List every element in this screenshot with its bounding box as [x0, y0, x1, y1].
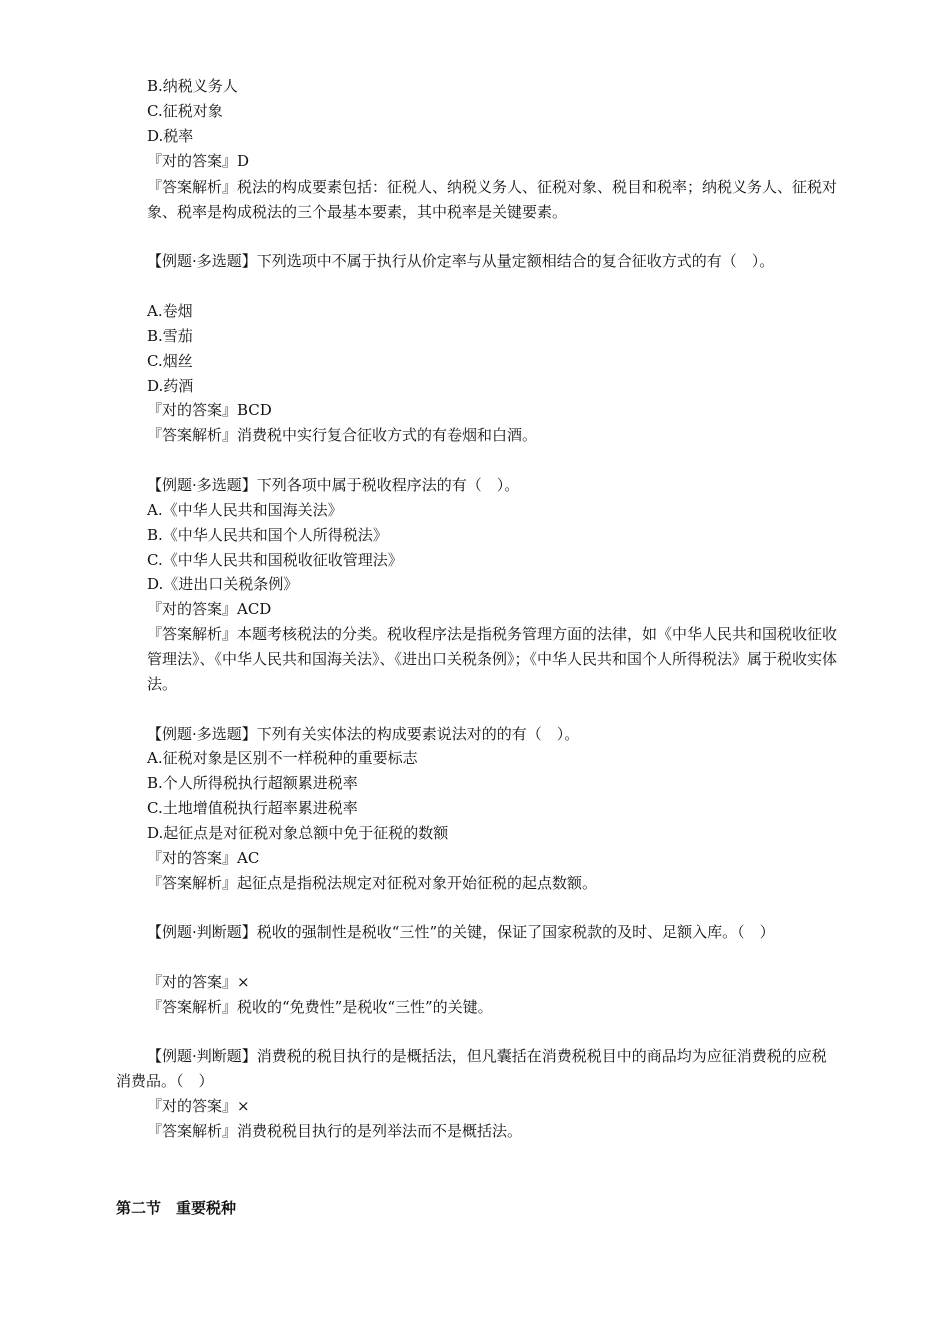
q6-answer: 『对的答案』× — [147, 1097, 250, 1115]
q4-answer: 『对的答案』AC — [147, 849, 260, 867]
q2-option-b: B.雪茄 — [147, 327, 193, 345]
section-title: 第二节 重要税种 — [116, 1199, 237, 1217]
q3-analysis: 『答案解析』本题考核税法的分类。税收程序法是指税务管理方面的法律，如《中华人民共和国税收征收管理法》、《中华人民共和国海关法》、《进出口关税条例》；《中华人民共和国个人所得税法》属于税收实体法。 — [147, 625, 838, 693]
q2-stem: 【例题·多选题】下列选项中不属于执行从价定率与从量定额相结合的复合征收方式的有（ ）。 — [147, 252, 775, 270]
q3-answer: 『对的答案』ACD — [147, 600, 272, 618]
q4-stem: 【例题·多选题】下列有关实体法的构成要素说法对的的有（ ）。 — [147, 725, 580, 743]
q5-answer: 『对的答案』× — [147, 973, 250, 991]
q4-option-b: B.个人所得税执行超额累进税率 — [147, 774, 358, 792]
q3-option-d: D.《进出口关税条例》 — [147, 575, 299, 593]
q5-stem: 【例题·判断题】税收的强制性是税收“三性”的关键，保证了国家税款的及时、足额入库。（ ） — [147, 923, 775, 941]
q4-analysis: 『答案解析』起征点是指税法规定对征税对象开始征税的起点数额。 — [147, 874, 598, 892]
q6-stem: 【例题·判断题】消费税的税目执行的是概括法，但凡囊括在消费税税目中的商品均为应征消费税的应税消费品。（ ） — [116, 1047, 827, 1090]
q3-option-a: A.《中华人民共和国海关法》 — [147, 501, 343, 519]
q2-option-a: A.卷烟 — [147, 302, 193, 320]
q2-analysis: 『答案解析』消费税中实行复合征收方式的有卷烟和白酒。 — [147, 426, 538, 444]
q4-option-d: D.起征点是对征税对象总额中免于征税的数额 — [147, 824, 449, 842]
q4-option-a: A.征税对象是区别不一样税种的重要标志 — [147, 749, 418, 767]
q2-answer: 『对的答案』BCD — [147, 401, 272, 419]
q1-option-b: B.纳税义务人 — [147, 77, 238, 95]
q2-option-d: D.药酒 — [147, 377, 194, 395]
q3-option-b: B.《中华人民共和国个人所得税法》 — [147, 526, 388, 544]
q6-analysis: 『答案解析』消费税税目执行的是列举法而不是概括法。 — [147, 1122, 523, 1140]
q1-answer: 『对的答案』D — [147, 152, 250, 170]
q4-option-c: C.土地增值税执行超率累进税率 — [147, 799, 358, 817]
q3-stem: 【例题·多选题】下列各项中属于税收程序法的有（ ）。 — [147, 476, 520, 494]
q1-option-d: D.税率 — [147, 127, 194, 145]
q2-option-c: C.烟丝 — [147, 352, 193, 370]
q1-analysis: 『答案解析』税法的构成要素包括：征税人、纳税义务人、征税对象、税目和税率；纳税义务人、征税对象、税率是构成税法的三个最基本要素，其中税率是关键要素。 — [147, 178, 838, 221]
q1-option-c: C.征税对象 — [147, 102, 223, 120]
q3-option-c: C.《中华人民共和国税收征收管理法》 — [147, 551, 403, 569]
q5-analysis: 『答案解析』税收的“免费性”是税收“三性”的关键。 — [147, 998, 493, 1016]
